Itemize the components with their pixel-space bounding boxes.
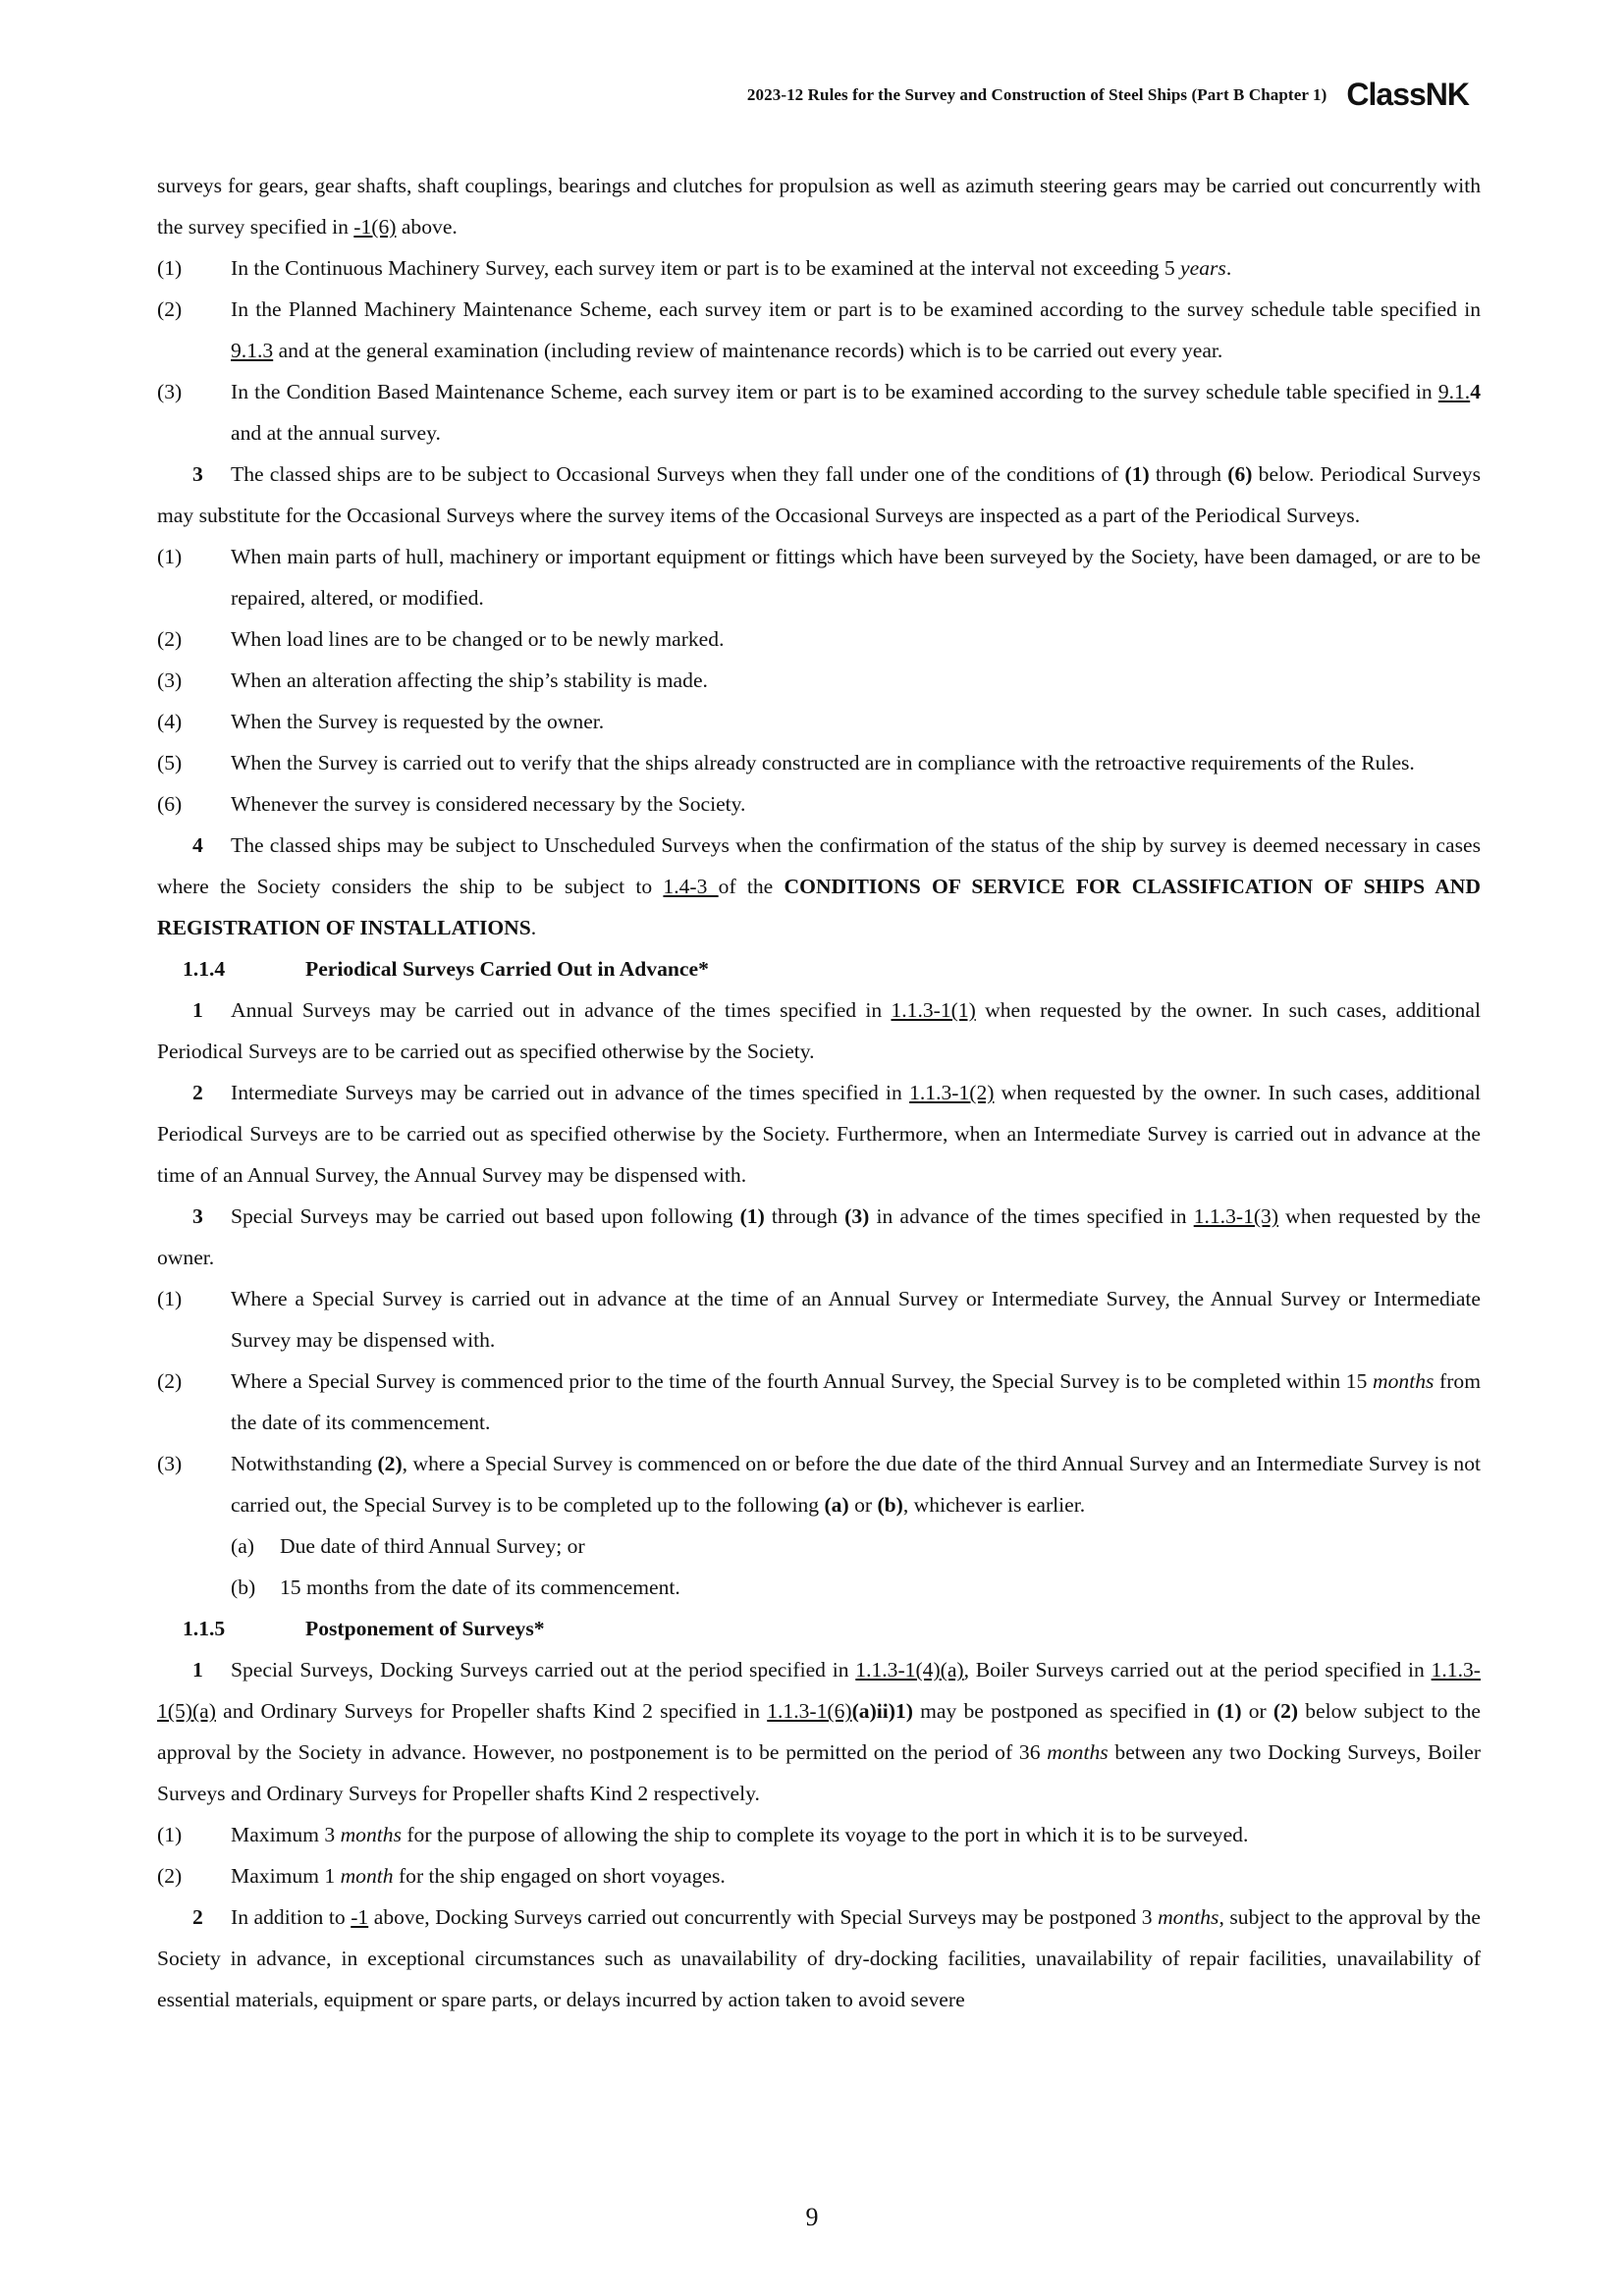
list-item: (3) Notwithstanding (2), where a Special Survey is commenced on or before the due date of the third Annual Survey and an Intermediate Survey is not carried out, the Special Survey is to be completed up to the following (a) or (b), whichever is earlier. (157, 1452, 1481, 1517)
list-item: (3) In the Condition Based Maintenance Scheme, each survey item or part is to be examined according to the survey schedule table specified in 9.1.4 and at the annual survey. (157, 380, 1481, 445)
paragraph-continuation: surveys for gears, gear shafts, shaft couplings, bearings and clutches for propulsion as well as azimuth steering gears may be carried out concurrently with the survey specified in -1(6) above. (157, 174, 1481, 239)
list-item: (1) In the Continuous Machinery Survey, each survey item or part is to be examined at the interval not exceeding 5 years. (157, 256, 1232, 280)
list-item: (2) Where a Special Survey is commenced prior to the time of the fourth Annual Survey, the Special Survey is to be completed within 15 months from the date of its commencement. (157, 1369, 1481, 1434)
classnk-logo: ClassNK (1346, 77, 1469, 112)
list-item: (1) Maximum 3 months for the purpose of allowing the ship to complete its voyage to the port in which it is to be surveyed. (157, 1823, 1249, 1846)
cross-reference-link[interactable]: 1.1.3-1(1) (891, 998, 976, 1022)
cross-reference-link[interactable]: 1.1.3-1(4)(a) (855, 1658, 964, 1682)
list-item: (2) In the Planned Machinery Maintenance Scheme, each survey item or part is to be examined according to the survey schedule table specified in 9.1.3 and at the general examination (including review of maintenance records) which is to be carried out every year. (157, 297, 1481, 362)
header-title: 2023-12 Rules for the Survey and Construction of Steel Ships (Part B Chapter 1) (746, 84, 1327, 104)
page-number: 9 (805, 2203, 819, 2231)
cross-reference-link[interactable]: -1 (351, 1905, 369, 1929)
list-item: (2) When load lines are to be changed or to be newly marked. (157, 627, 725, 651)
section-number: 1.1.5 (183, 1617, 226, 1640)
section-number: 1.1.4 (183, 957, 226, 981)
cross-reference-link[interactable]: -1(6) (353, 215, 397, 239)
page-header (747, 77, 1469, 113)
sub-list-item: (b) 15 months from the date of its commencement. (231, 1575, 680, 1599)
list-item: (5) When the Survey is carried out to verify that the ships already constructed are in compliance with the retroactive requirements of the Rules. (157, 751, 1415, 774)
numbered-paragraph: 3 The classed ships are to be subject to Occasional Surveys when they fall under one of the conditions of (1) through (6) below. Periodical Surveys may substitute for the Occasional Surveys where the survey items of the Occasional Surveys are inspected as a part of the Periodical Surveys. (157, 462, 1481, 527)
section-heading (157, 1608, 1481, 1649)
list-item: (1) Where a Special Survey is carried out in advance at the time of an Annual Survey or Intermediate Survey, the Annual Survey or Intermediate Survey may be dispensed with. (157, 1287, 1481, 1352)
sub-list-item: (a) Due date of third Annual Survey; or (231, 1534, 585, 1558)
list-item: (2) Maximum 1 month for the ship engaged on short voyages. (157, 1864, 726, 1888)
cross-reference-link[interactable]: 1.4-3 (663, 875, 719, 898)
numbered-paragraph: 2 Intermediate Surveys may be carried out in advance of the times specified in 1.1.3-1(2) when requested by the owner. In such cases, additional Periodical Surveys are to be carried out as specified otherwise by the Society. Furthermore, when an Intermediate Survey is carried out in advance at the time of an Annual Survey, the Annual Survey may be dispensed with. (157, 1081, 1481, 1187)
cross-reference-link[interactable]: 1.1.3-1(3) (1193, 1204, 1279, 1228)
cross-reference-link[interactable]: 1.1.3-1(5)(a) (157, 1658, 1481, 1723)
cross-reference-link[interactable]: 1.1.3-1(6) (767, 1699, 852, 1723)
section-heading (157, 948, 1481, 989)
list-item: (4) When the Survey is requested by the owner. (157, 710, 605, 733)
cross-reference-link[interactable]: 9.1.3 (231, 339, 274, 362)
numbered-paragraph: 2 In addition to -1 above, Docking Surveys carried out concurrently with Special Surveys may be postponed 3 months, subject to the approval by the Society in advance, in exceptional circumstances such as unavailability of dry-docking facilities, unavailability of repair facilities, unavailability of essential materials, equipment or spare parts, or delays incurred by action taken to avoid severe (157, 1905, 1481, 2011)
numbered-paragraph: 4 The classed ships may be subject to Unscheduled Surveys when the confirmation of the status of the ship by survey is deemed necessary in cases where the Society considers the ship to be subject to 1.4-3 of the CONDITIONS OF SERVICE FOR CLASSIFICATION OF SHIPS AND REGISTRATION OF INSTALLATIONS. (157, 833, 1481, 939)
list-item: (3) When an alteration affecting the ship’s stability is made. (157, 668, 708, 692)
numbered-paragraph: 1 Annual Surveys may be carried out in advance of the times specified in 1.1.3-1(1) when requested by the owner. In such cases, additional Periodical Surveys are to be carried out as specified otherwise by the Society. (157, 998, 1482, 1063)
cross-reference-link[interactable]: 1.1.3-1(2) (909, 1081, 995, 1104)
numbered-paragraph: 1 Special Surveys, Docking Surveys carried out at the period specified in 1.1.3-1(4)(a), Boiler Surveys carried out at the period specified in 1.1.3-1(5)(a) and Ordinary Surveys for Propeller shafts Kind 2 specified in 1.1.3-1(6)(a)ii)1) may be postponed as specified in (1) or (2) below subject to the approval by the Society in advance. However, no postponement is to be permitted on the period of 36 months between any two Docking Surveys, Boiler Surveys and Ordinary Surveys for Propeller shafts Kind 2 respectively. (157, 1658, 1482, 1805)
numbered-paragraph: 3 Special Surveys may be carried out based upon following (1) through (3) in advance of the times specified in 1.1.3-1(3) when requested by the owner. (157, 1204, 1481, 1269)
section-title: Periodical Surveys Carried Out in Advance* (305, 957, 709, 981)
cross-reference-link[interactable]: 9.1. (1437, 380, 1471, 403)
list-item: (6) Whenever the survey is considered necessary by the Society. (157, 792, 746, 816)
list-item: (1) When main parts of hull, machinery or important equipment or fittings which have been surveyed by the Society, have been damaged, or are to be repaired, altered, or modified. (157, 545, 1481, 610)
document-body (157, 165, 1481, 2020)
section-title: Postponement of Surveys* (305, 1617, 545, 1640)
